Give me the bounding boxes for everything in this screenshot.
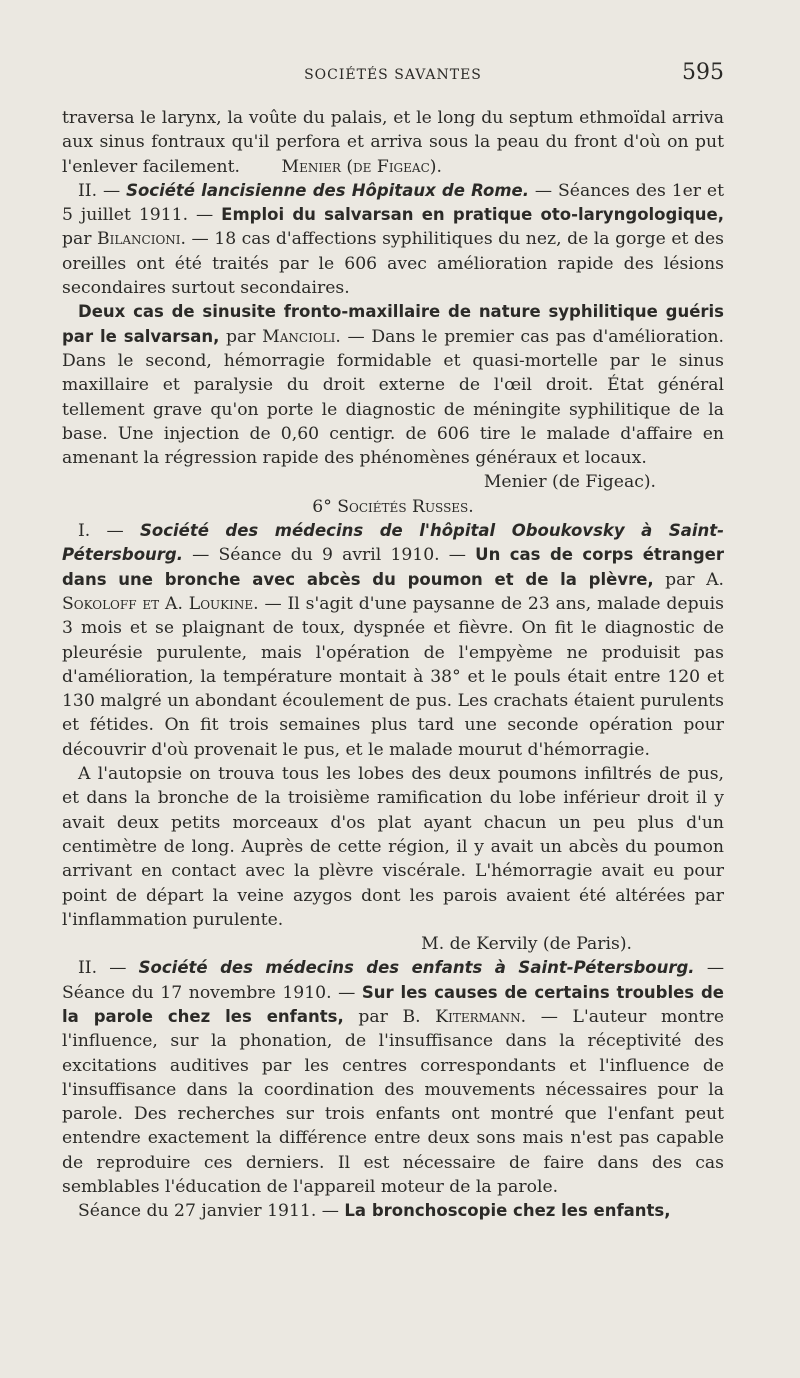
article-title: Un cas de corps étranger dans une bronche avec abcès du poumon et de la plèvre, <box>62 545 724 589</box>
article-body <box>62 106 724 1224</box>
society-name: Société lancisienne des Hôpitaux de Rome. <box>126 180 529 200</box>
society-name: Société des médecins des enfants à Saint-Pétersbourg. <box>138 958 695 978</box>
paragraph: II. — Société lancisienne des Hôpitaux de Rome. — Séances des 1er et 5 juillet 1911. — Emploi du salvarsan en pratique oto-laryngologique, par Bilancioni. — 18 cas d'affections syphilitiques du nez, de la gorge et des oreilles ont été traités par le 606 avec amélioration rapide des lésions secondaires surtout secondaires. <box>62 180 725 299</box>
article-title: Emploi du salvarsan en pratique oto-laryngologique, <box>221 205 725 225</box>
paragraph: A l'autopsie on trouva tous les lobes des deux poumons infiltrés de pus, et dans la bronche de la troisième ramification du lobe inférieur droit il y avait deux petits morceaux d'os plat ayant chacun un peu plus d'un centimètre de long. Auprès de cette région, il y avait un abcès du poumon arrivant en contact avec la plèvre viscérale. L'hémorragie avait eu pour point de départ la veine azygos dont les parois avaient été altérées par l'inflammation purulente. <box>62 764 724 930</box>
article-title: Sur les causes de certains troubles de la parole chez les enfants, <box>62 982 725 1026</box>
running-header <box>62 60 724 90</box>
paragraph: traversa le larynx, la voûte du palais, et le long du septum ethmoïdal arriva aux sinus fontraux qu'il perfora et arriva sous la peau du front d'où on put l'enlever facilement. Menier (de Figeac). <box>62 108 724 177</box>
society-name: Société des médecins de l'hôpital Oboukovsky à Saint-Pétersbourg. <box>62 521 725 565</box>
signature: Menier (de Figeac). <box>483 472 656 493</box>
paragraph: Deux cas de sinusite fronto-maxillaire de nature syphilitique guéris par le salvarsan, par Mancioli. — Dans le premier cas pas d'amélioration. Dans le second, hémorragie formidable et quasi-mortelle par le sinus maxillaire et paralysie du droit externe de l'œil droit. État général tellement grave qu'on porte le diagnostic de méningite syphilitique de la base. Une injection de 0,60 centigr. de 606 tire le malade d'affaire en amenant la régression rapide des phénomènes généraux et locaux. <box>62 302 725 469</box>
author: Bilancioni <box>97 229 181 250</box>
article-title: La bronchoscopie chez les enfants, <box>344 1201 671 1221</box>
paragraph: II. — Société des médecins des enfants à Saint-Pétersbourg. — Séance du 17 novembre 1910. — Sur les causes de certains troubles de la parole chez les enfants, par B. Kitermann. — L'auteur montre l'influence, sur la phonation, de l'insuffisance dans la réceptivité des excitations auditives par les centres correspondants et l'influence de l'insuffisance dans la coordination des mouvements nécessaires pour la parole. Des recherches sur trois enfants ont montré que l'enfant peut entendre exactement la différence entre deux sons mais n'est pas capable de reproduire ces derniers. Il est nécessaire de faire dans des cas semblables l'éducation de l'appareil moteur de la parole. <box>62 958 725 1198</box>
author: Kitermann <box>435 1006 521 1027</box>
signature: M. de Kervily (de Paris). <box>421 934 632 955</box>
page-number: 595 <box>682 60 724 85</box>
article-title: Deux cas de sinusite fronto-maxillaire de nature syphilitique guéris par le salvarsan, <box>62 302 724 346</box>
running-title: SOCIÉTÉS SAVANTES <box>304 67 482 83</box>
paragraph: I. — Société des médecins de l'hôpital Oboukovsky à Saint-Pétersbourg. — Séance du 9 avril 1910. — Un cas de corps étranger dans une bronche avec abcès du poumon et de la plèvre, par A. Sokoloff et A. Loukine. — Il s'agit d'une paysanne de 23 ans, malade depuis 3 mois et se plaignant de toux, dyspnée et fièvre. On fit le diagnostic de pleurésie purulente, mais l'opération de l'empyème ne produisit pas d'amélioration, la température montait à 38° et le pouls était entre 120 et 130 malgré un abondant écoulement de pus. Les crachats étaient purulents et fétides. On fit trois semaines plus tard une seconde opération pour découvrir d'où provenait le pus, et le malade mourut d'hémorragie. <box>62 521 725 760</box>
author: Mancioli <box>262 326 336 347</box>
author: A. Sokoloff et A. Loukine <box>62 569 725 614</box>
paragraph: Séance du 27 janvier 1911. — La bronchoscopie chez les enfants, <box>78 1201 671 1222</box>
section-heading: 6° Sociétés Russes. <box>312 496 474 517</box>
signature: Menier (de Figeac). <box>281 156 442 177</box>
